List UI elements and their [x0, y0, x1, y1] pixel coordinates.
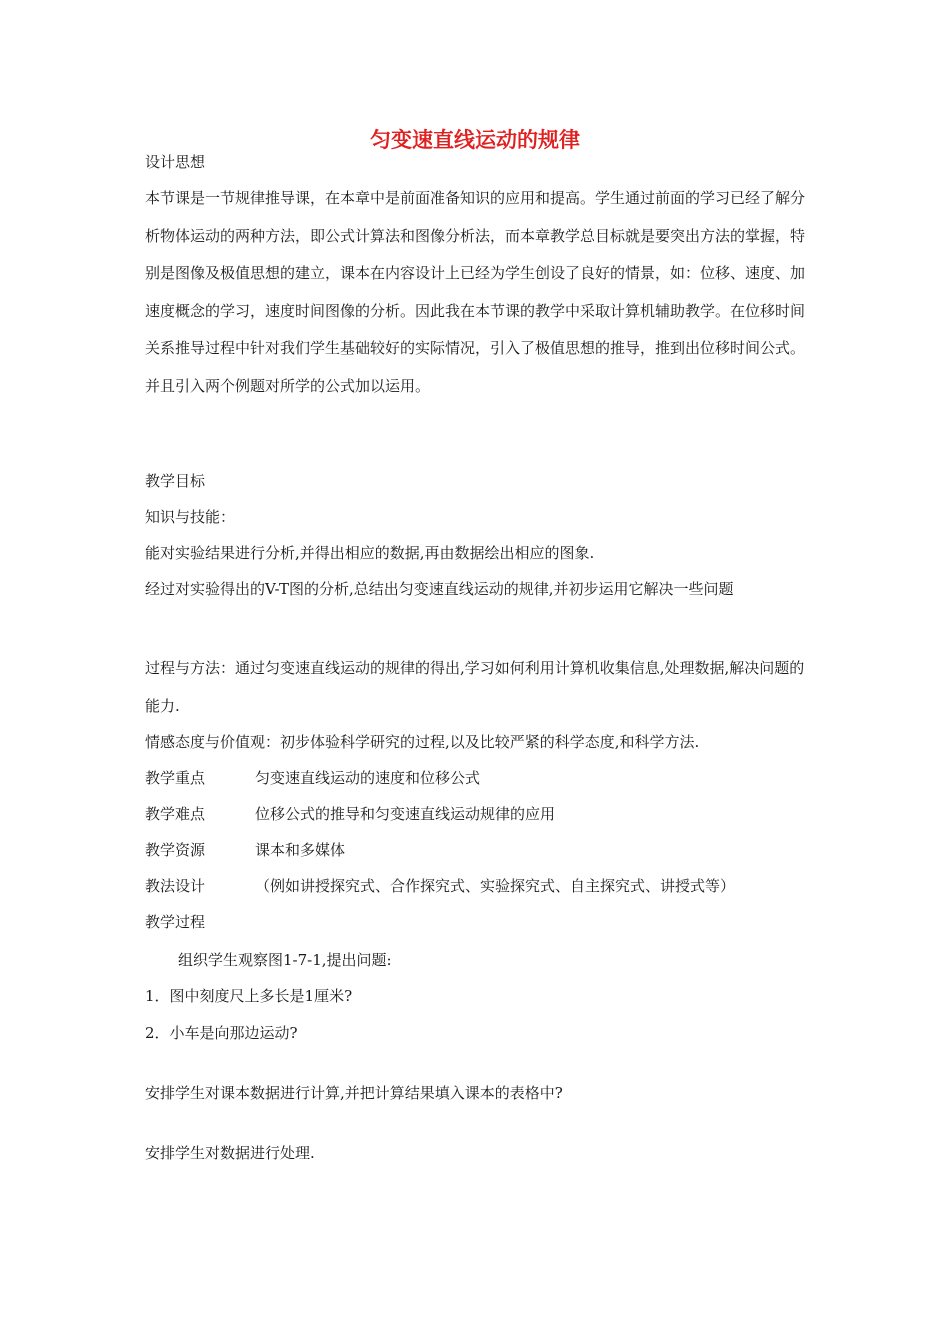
info-label-difficulty: 教学难点 [145, 805, 206, 823]
page-title: 匀变速直线运动的规律 [370, 128, 580, 152]
goals-heading: 教学目标 [145, 472, 206, 490]
knowledge-item-2: 经过对实验得出的V-T图的分析,总结出匀变速直线运动的规律,并初步运用它解决一些问题 [145, 580, 734, 598]
design-heading: 设计思想 [145, 153, 206, 171]
knowledge-heading: 知识与技能： [145, 508, 236, 526]
process-method: 过程与方法：通过匀变速直线运动的规律的得出,学习如何利用计算机收集信息,处理数据,解决问题的能力. [145, 659, 805, 715]
design-paragraph: 本节课是一节规律推导课，在本章中是前面准备知识的应用和提高。学生通过前面的学习已经了解分析物体运动的两种方法，即公式计算法和图像分析法，而本章教学总目标就是要突出方法的掌握，特别是图像及极值思想的建立，课本在内容设计上已经为学生创设了良好的情景，如：位移、速度、加速度概念的学习，速度时间图像的分析。因此我在本节课的教学中采取计算机辅助教学。在位移时间关系推导过程中针对我们学生基础较好的实际情况，引入了极值思想的推导，推到出位移时间公式。并且引入两个例题对所学的公式加以运用。 [145, 189, 806, 395]
process-step-2: 安排学生对数据进行处理. [145, 1144, 315, 1162]
info-value-difficulty: 位移公式的推导和匀变速直线运动规律的应用 [255, 805, 556, 823]
info-label-method: 教法设计 [145, 877, 206, 895]
info-label-key-point: 教学重点 [145, 769, 206, 787]
info-value-key-point: 匀变速直线运动的速度和位移公式 [255, 769, 481, 787]
process-step-1: 安排学生对课本数据进行计算,并把计算结果填入课本的表格中? [145, 1084, 563, 1102]
question-1: 1．图中刻度尺上多长是1厘米? [145, 987, 353, 1005]
question-2: 2．小车是向那边运动? [145, 1024, 298, 1042]
process-heading: 教学过程 [145, 913, 206, 931]
info-label-resources: 教学资源 [145, 841, 206, 859]
info-value-method: （例如讲授探究式、合作探究式、实验探究式、自主探究式、讲授式等） [255, 877, 736, 895]
process-intro: 组织学生观察图1-7-1,提出问题: [178, 951, 392, 969]
info-value-resources: 课本和多媒体 [255, 841, 346, 859]
knowledge-item-1: 能对实验结果进行分析,并得出相应的数据,再由数据绘出相应的图象. [145, 544, 595, 562]
emotion-attitude: 情感态度与价值观：初步体验科学研究的过程,以及比较严紧的科学态度,和科学方法. [145, 733, 700, 751]
